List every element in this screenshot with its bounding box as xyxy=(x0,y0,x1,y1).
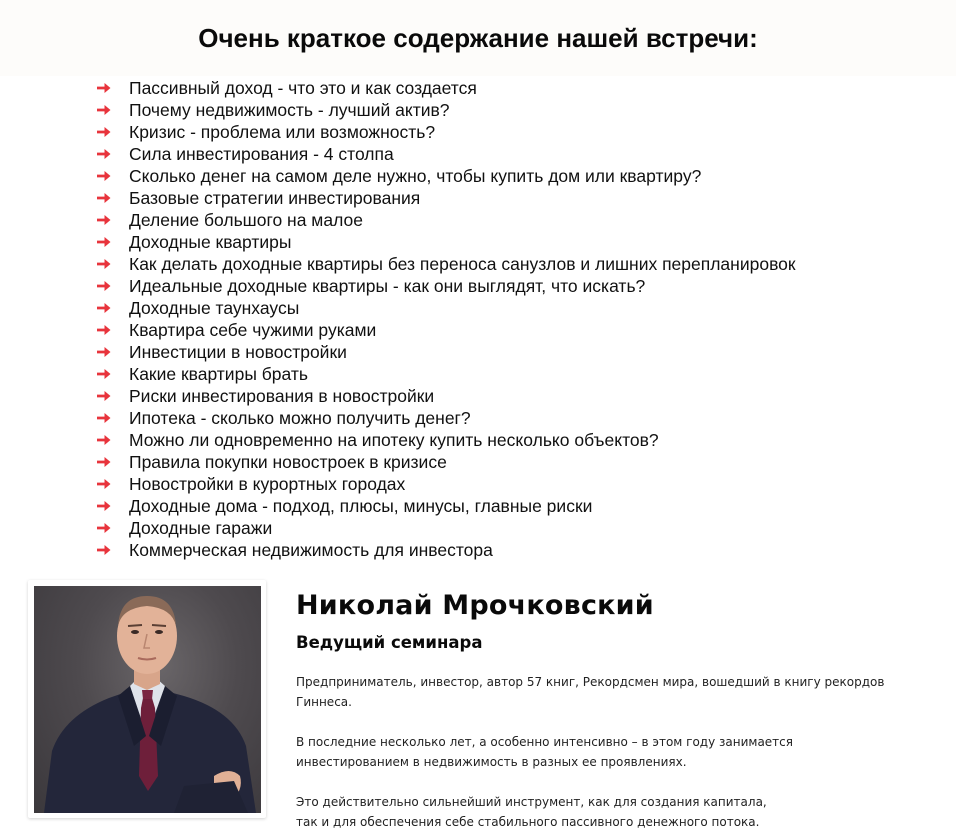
arrow-right-icon xyxy=(97,104,129,116)
bio-line: Предприниматель, инвестор, автор 57 книг, Рекордсмен мира, вошедший в книгу рекордов xyxy=(296,675,885,689)
agenda-item xyxy=(97,319,796,341)
agenda-item xyxy=(97,539,796,561)
agenda-item xyxy=(97,407,796,429)
arrow-right-icon xyxy=(97,412,129,424)
agenda-item-label: Сколько денег на самом деле нужно, чтобы купить дом или квартиру? xyxy=(129,165,702,186)
arrow-right-icon xyxy=(97,478,129,490)
agenda-item xyxy=(97,143,796,165)
agenda-item xyxy=(97,77,796,99)
agenda-item-label: Коммерческая недвижимость для инвестора xyxy=(129,539,493,560)
agenda-item-label: Кризис - проблема или возможность? xyxy=(129,121,436,142)
bio-line: Это действительно сильнейший инструмент, как для создания капитала, xyxy=(296,795,767,809)
bio-paragraph xyxy=(296,672,936,712)
agenda-item-label: Как делать доходные квартиры без переноса санузлов и лишних перепланировок xyxy=(129,253,796,274)
agenda-item xyxy=(97,121,796,143)
arrow-right-icon xyxy=(97,500,129,512)
agenda-item xyxy=(97,297,796,319)
agenda-item xyxy=(97,495,796,517)
arrow-right-icon xyxy=(97,148,129,160)
agenda-item-label: Риски инвестирования в новостройки xyxy=(129,385,435,406)
arrow-right-icon xyxy=(97,522,129,534)
agenda-item-label: Пассивный доход - что это и как создается xyxy=(129,77,477,98)
agenda-item-label: Доходные квартиры xyxy=(129,231,292,252)
arrow-right-icon xyxy=(97,214,129,226)
agenda-item-label: Сила инвестирования - 4 столпа xyxy=(129,143,394,164)
agenda-item xyxy=(97,429,796,451)
agenda-item xyxy=(97,187,796,209)
agenda-item xyxy=(97,385,796,407)
agenda-item-label: Доходные гаражи xyxy=(129,517,273,538)
speaker-bio xyxy=(296,672,936,830)
agenda-item xyxy=(97,99,796,121)
arrow-right-icon xyxy=(97,258,129,270)
agenda-item xyxy=(97,231,796,253)
arrow-right-icon xyxy=(97,368,129,380)
arrow-right-icon xyxy=(97,346,129,358)
arrow-right-icon xyxy=(97,170,129,182)
arrow-right-icon xyxy=(97,302,129,314)
speaker-name: Николай Мрочковский xyxy=(296,590,654,621)
agenda-item-label: Инвестиции в новостройки xyxy=(129,341,347,362)
agenda-item xyxy=(97,209,796,231)
arrow-right-icon xyxy=(97,82,129,94)
agenda-item-label: Идеальные доходные квартиры - как они выглядят, что искать? xyxy=(129,275,646,296)
arrow-right-icon xyxy=(97,324,129,336)
agenda-item-label: Квартира себе чужими руками xyxy=(129,319,377,340)
arrow-right-icon xyxy=(97,390,129,402)
summary-header xyxy=(0,0,956,76)
speaker-info xyxy=(296,588,936,830)
agenda-item xyxy=(97,275,796,297)
bio-line: В последние несколько лет, а особенно интенсивно – в этом году занимается xyxy=(296,735,793,749)
bio-paragraph xyxy=(296,732,936,772)
agenda-item-label: Ипотека - сколько можно получить денег? xyxy=(129,407,471,428)
bio-line: Гиннеса. xyxy=(296,695,352,709)
arrow-right-icon xyxy=(97,192,129,204)
agenda-item-label: Доходные дома - подход, плюсы, минусы, главные риски xyxy=(129,495,593,516)
bio-line: инвестированием в недвижимость в разных ее проявлениях. xyxy=(296,755,687,769)
arrow-right-icon xyxy=(97,456,129,468)
speaker-photo-card xyxy=(28,580,266,818)
arrow-right-icon xyxy=(97,280,129,292)
speaker-portrait-illustration xyxy=(34,586,261,813)
agenda-item xyxy=(97,341,796,363)
bio-line: так и для обеспечения себе стабильного пассивного денежного потока. xyxy=(296,815,760,829)
page-title: Очень краткое содержание нашей встречи: xyxy=(198,23,758,53)
agenda-item xyxy=(97,165,796,187)
agenda-list xyxy=(97,77,796,561)
arrow-right-icon xyxy=(97,544,129,556)
bio-paragraph xyxy=(296,792,936,830)
agenda-item xyxy=(97,517,796,539)
agenda-item-label: Новостройки в курортных городах xyxy=(129,473,406,494)
speaker-photo xyxy=(34,586,261,813)
agenda-item-label: Можно ли одновременно на ипотеку купить несколько объектов? xyxy=(129,429,659,450)
agenda-item xyxy=(97,363,796,385)
agenda-item-label: Правила покупки новостроек в кризисе xyxy=(129,451,447,472)
agenda-item-label: Доходные таунхаусы xyxy=(129,297,300,318)
agenda-item xyxy=(97,473,796,495)
arrow-right-icon xyxy=(97,126,129,138)
agenda-item xyxy=(97,451,796,473)
agenda-item xyxy=(97,253,796,275)
arrow-right-icon xyxy=(97,236,129,248)
agenda-item-label: Какие квартиры брать xyxy=(129,363,308,384)
agenda-item-label: Деление большого на малое xyxy=(129,209,363,230)
agenda-item-label: Базовые стратегии инвестирования xyxy=(129,187,421,208)
agenda-item-label: Почему недвижимость - лучший актив? xyxy=(129,99,450,120)
arrow-right-icon xyxy=(97,434,129,446)
speaker-role: Ведущий семинара xyxy=(296,633,483,652)
